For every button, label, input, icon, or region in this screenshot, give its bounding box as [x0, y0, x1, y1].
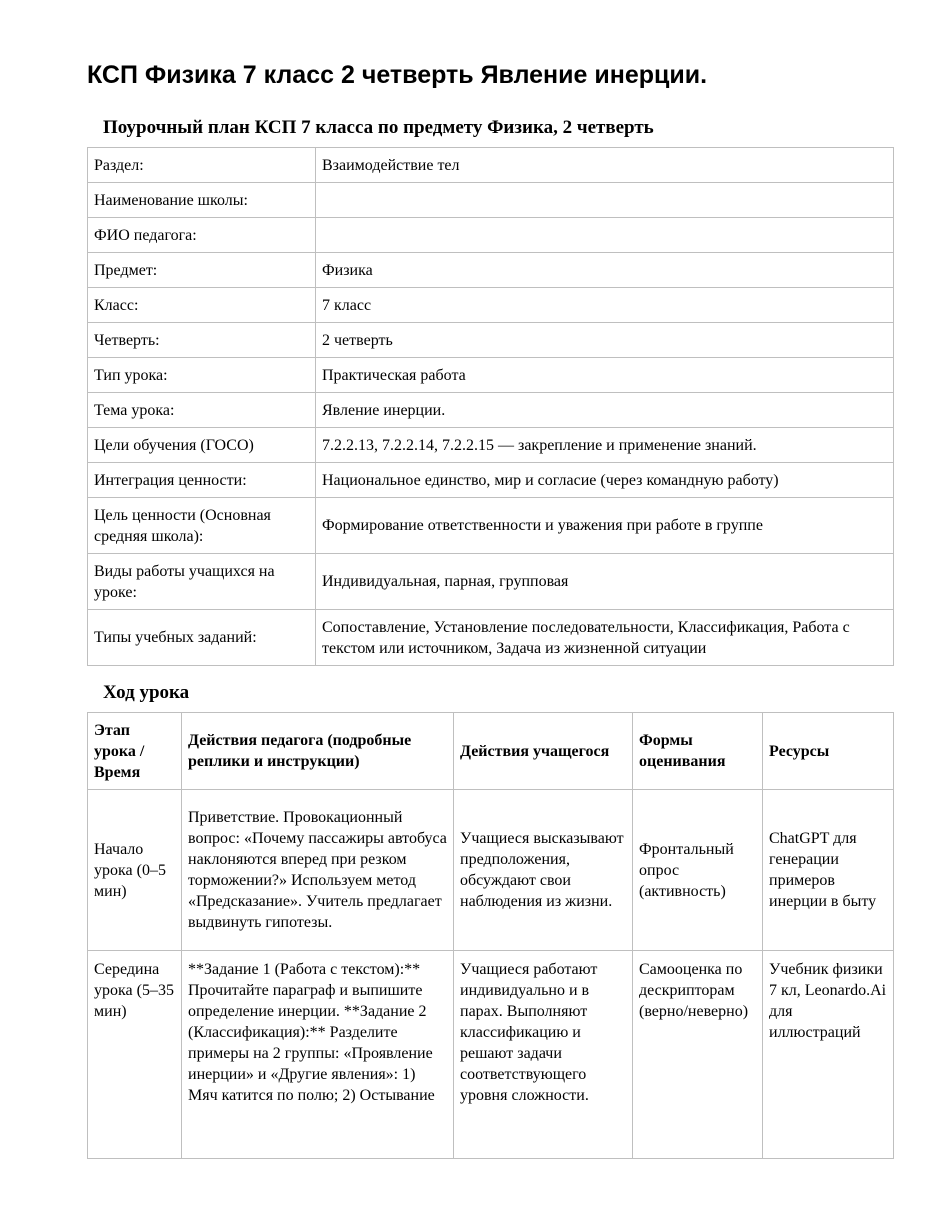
lesson-info-table — [87, 147, 894, 666]
student-actions-cell: Учащиеся работают индивидуально и в парах. Выполняют классификацию и решают задачи соответствующего уровня сложности. — [454, 951, 633, 1159]
info-value: 7.2.2.13, 7.2.2.14, 7.2.2.15 — закрепление и применение знаний. — [316, 428, 894, 463]
info-value: Взаимодействие тел — [316, 148, 894, 183]
info-label: Раздел: — [88, 148, 316, 183]
table-header-row — [88, 713, 894, 790]
info-label: Четверть: — [88, 323, 316, 358]
info-label: Цель ценности (Основная средняя школа): — [88, 498, 316, 554]
resources-cell: ChatGPT для генерации примеров инерции в быту — [763, 790, 894, 951]
info-row-work-types — [88, 554, 894, 610]
info-label: Класс: — [88, 288, 316, 323]
info-value: 2 четверть — [316, 323, 894, 358]
page-title: КСП Физика 7 класс 2 четверть Явление инерции. — [87, 61, 708, 89]
info-value: Физика — [316, 253, 894, 288]
info-row-subject — [88, 253, 894, 288]
info-value — [316, 183, 894, 218]
info-label: Виды работы учащихся на уроке: — [88, 554, 316, 610]
info-value: Индивидуальная, парная, групповая — [316, 554, 894, 610]
info-label: Типы учебных заданий: — [88, 610, 316, 666]
info-row-grade — [88, 288, 894, 323]
info-label: ФИО педагога: — [88, 218, 316, 253]
table-row — [88, 790, 894, 951]
info-label: Наименование школы: — [88, 183, 316, 218]
info-row-values-integration — [88, 463, 894, 498]
lesson-course-heading: Ход урока — [103, 682, 190, 703]
column-header-resources: Ресурсы — [763, 713, 894, 790]
info-value: Явление инерции. — [316, 393, 894, 428]
info-row-learning-goals — [88, 428, 894, 463]
resources-cell: Учебник физики 7 кл, Leonardo.Ai для иллюстраций — [763, 951, 894, 1159]
info-row-lesson-topic — [88, 393, 894, 428]
info-value: Практическая работа — [316, 358, 894, 393]
stage-cell: Начало урока (0–5 мин) — [88, 790, 182, 951]
info-value: Формирование ответственности и уважения при работе в группе — [316, 498, 894, 554]
lesson-course-table — [87, 712, 894, 1159]
teacher-actions-cell: Приветствие. Провокационный вопрос: «Почему пассажиры автобуса наклоняются вперед при резком торможении?» Используем метод «Предсказание». Учитель предлагает выдвинуть гипотезы. — [182, 790, 454, 951]
column-header-assessment: Формы оценивания — [633, 713, 763, 790]
info-label: Тип урока: — [88, 358, 316, 393]
info-value: Сопоставление, Установление последовательности, Классификация, Работа с текстом или источником, Задача из жизненной ситуации — [316, 610, 894, 666]
info-label: Предмет: — [88, 253, 316, 288]
assessment-cell: Фронтальный опрос (активность) — [633, 790, 763, 951]
column-header-stage: Этап урока / Время — [88, 713, 182, 790]
student-actions-cell: Учащиеся высказывают предположения, обсуждают свои наблюдения из жизни. — [454, 790, 633, 951]
stage-cell: Середина урока (5–35 мин) — [88, 951, 182, 1159]
info-row-section — [88, 148, 894, 183]
teacher-actions-cell: **Задание 1 (Работа с текстом):** Прочитайте параграф и выпишите определение инерции. **Задание 2 (Классификация):** Разделите примеры на 2 группы: «Проявление инерции» и «Другие явления»: 1) Мяч катится по полю; 2) Остывание — [182, 951, 454, 1159]
info-value: 7 класс — [316, 288, 894, 323]
assessment-cell: Самооценка по дескрипторам (верно/неверно) — [633, 951, 763, 1159]
info-row-school — [88, 183, 894, 218]
info-label: Цели обучения (ГОСО) — [88, 428, 316, 463]
info-label: Интеграция ценности: — [88, 463, 316, 498]
info-value — [316, 218, 894, 253]
info-row-teacher — [88, 218, 894, 253]
info-value: Национальное единство, мир и согласие (через командную работу) — [316, 463, 894, 498]
column-header-student-actions: Действия учащегося — [454, 713, 633, 790]
info-row-value-goal — [88, 498, 894, 554]
column-header-teacher-actions: Действия педагога (подробные реплики и инструкции) — [182, 713, 454, 790]
info-row-quarter — [88, 323, 894, 358]
table-row — [88, 951, 894, 1159]
info-label: Тема урока: — [88, 393, 316, 428]
info-row-lesson-type — [88, 358, 894, 393]
info-row-task-types — [88, 610, 894, 666]
lesson-plan-heading: Поурочный план КСП 7 класса по предмету Физика, 2 четверть — [103, 117, 654, 138]
